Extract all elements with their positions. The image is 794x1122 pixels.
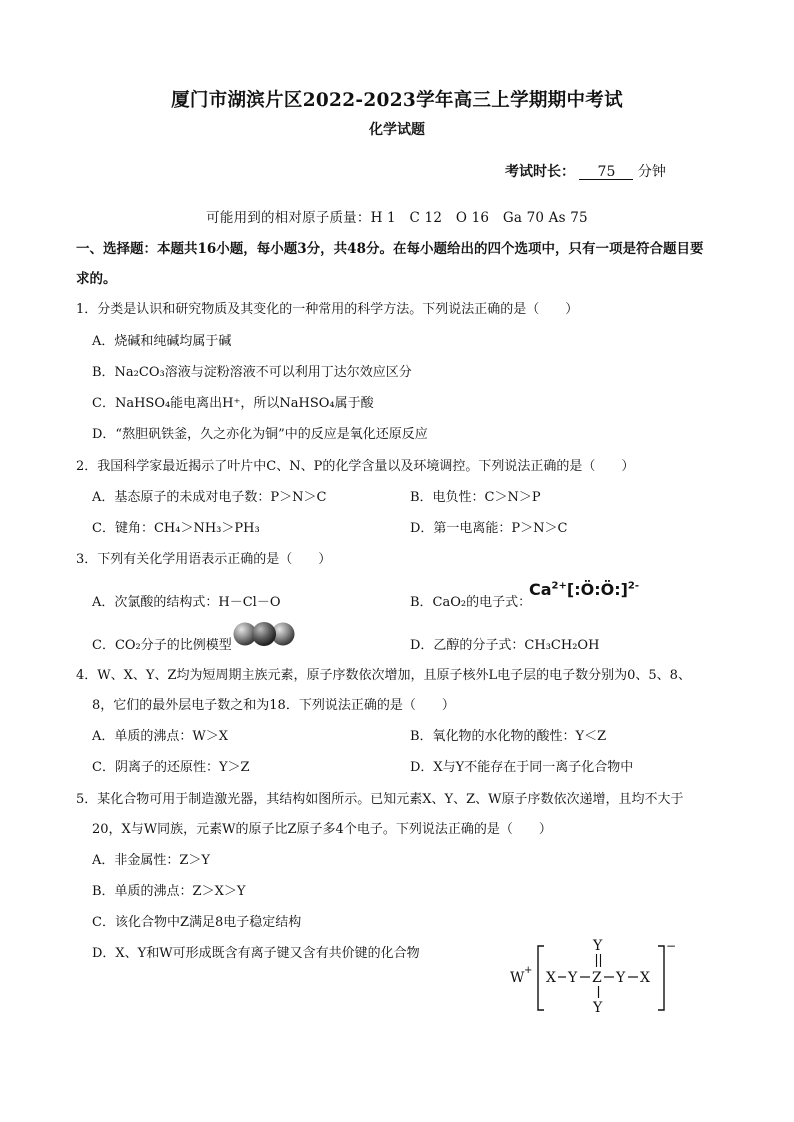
question-5-option-b: B．单质的沸点：Z＞X＞Y [92,884,246,899]
exam-duration [505,161,666,181]
atomic-masses: 可能用到的相对原子质量：H 1 C 12 O 16 Ga 70 As 75 [206,210,588,226]
question-2-option-b: B．电负性：C＞N＞P [410,490,541,505]
duration-unit: 分钟 [637,164,666,180]
calcium-charge: 2+ [551,580,567,592]
structure-atom-y-right: Y [616,970,626,986]
structure-atom-z: Z [592,970,602,986]
structure-atom-x-right: X [640,970,650,986]
structure-cation-charge: + [524,965,533,976]
question-1-option-b: B．Na₂CO₃溶液与淀粉溶液不可以利用丁达尔效应区分 [92,365,412,380]
duration-label: 考试时长： [505,164,575,180]
question-4-stem-line-2: 8，它们的最外层电子数之和为18．下列说法正确的是（ ） [92,698,455,713]
exam-title: 厦门市湖滨片区2022-2023学年高三上学期期中考试 [171,90,623,111]
question-1-stem: 1．分类是认识和研究物质及其变化的一种常用的科学方法。下列说法正确的是（ ） [76,302,579,317]
question-2-stem: 2．我国科学家最近揭示了叶片中C、N、P的化学含量以及环境调控。下列说法正确的是（ ） [76,459,635,474]
structure-atom-y-bottom: Y [593,1000,603,1016]
question-5-option-a: A．非金属性：Z＞Y [92,853,211,868]
duration-value: 75 [579,165,633,180]
question-1-option-a: A．烧碱和纯碱均属于碱 [92,334,232,349]
question-4-option-d: D．X与Y不能存在于同一离子化合物中 [410,760,634,775]
peroxide-ion: [:Ö:Ö:] [566,580,628,599]
structure-anion-charge: − [666,939,677,953]
question-4-option-a: A．单质的沸点：W＞X [92,729,229,744]
structure-atom-y-top: Y [593,938,603,954]
question-1-option-d: D．“熬胆矾铁釜，久之亦化为铜”中的反应是氧化还原反应 [92,427,428,442]
co2-space-filling-model-icon [232,621,296,651]
question-5-stem-line-2: 20，X与W同族，元素W的原子比Z原子多4个电子。下列说法正确的是（ ） [92,822,552,837]
exam-subtitle: 化学试题 [369,122,425,138]
question-4-option-b: B．氧化物的水化物的酸性：Y＜Z [410,729,607,744]
structure-atom-y-left: Y [568,970,578,986]
question-3-option-d: D．乙醇的分子式：CH₃CH₂OH [410,638,600,653]
question-3-option-c: C．CO₂分子的比例模型 [92,638,232,653]
question-2-option-d: D．第一电离能：P＞N＞C [410,521,568,536]
cao2-electron-formula [529,580,639,599]
question-4-option-c: C．阴离子的还原性：Y＞Z [92,760,250,775]
question-4-stem-line-1: 4．W、X、Y、Z均为短周期主族元素，原子序数依次增加，且原子核外L电子层的电子数分别为0、5、8、 [76,668,691,683]
question-2-option-a: A．基态原子的未成对电子数：P＞N＞C [92,490,327,505]
compound-structure-diagram [508,936,680,1020]
question-3-option-b: B．CaO₂的电子式： [410,595,532,610]
structure-cation: W [510,970,525,986]
peroxide-charge: 2- [627,580,640,592]
question-1-option-c: C．NaHSO₄能电离出H⁺，所以NaHSO₄属于酸 [92,396,374,411]
calcium-ion: Ca [529,580,552,599]
question-2-option-c: C．键角：CH₄＞NH₃＞PH₃ [92,521,260,536]
question-3-stem: 3．下列有关化学用语表示正确的是（ ） [76,552,332,567]
question-5-stem-line-1: 5．某化合物可用于制造激光器，其结构如图所示。已知元素X、Y、Z、W原子序数依次递增，且均不大于 [76,792,684,807]
question-5-option-c: C．该化合物中Z满足8电子稳定结构 [92,915,302,930]
question-5-option-d: D．X、Y和W可形成既含有离子键又含有共价键的化合物 [92,946,420,961]
section-heading: 一、选择题：本题共16小题，每小题3分，共48分。在每小题给出的四个选项中，只有一项是符合题目要求的。 [76,241,704,287]
question-3-option-a: A．次氯酸的结构式：H－Cl－O [92,595,281,610]
structure-atom-x-left: X [546,970,556,986]
